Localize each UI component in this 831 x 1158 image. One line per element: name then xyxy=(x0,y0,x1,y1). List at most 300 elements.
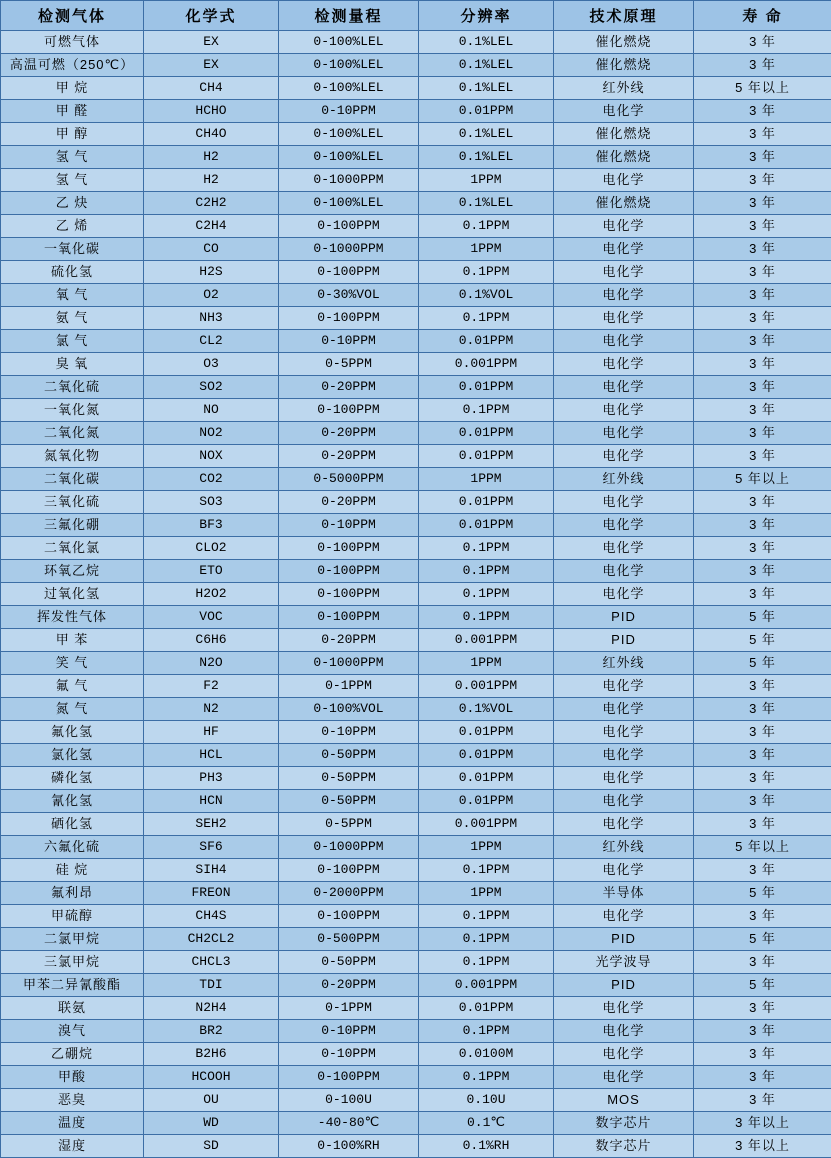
cell-chemical-formula: EX xyxy=(144,31,279,54)
cell-detection-range: 0-10PPM xyxy=(279,1043,419,1066)
cell-gas-name: 联氨 xyxy=(1,997,144,1020)
cell-chemical-formula: NOX xyxy=(144,445,279,468)
table-row xyxy=(1,560,831,583)
cell-detection-range: 0-10PPM xyxy=(279,100,419,123)
table-row xyxy=(1,445,831,468)
cell-resolution: 0.01PPM xyxy=(419,100,554,123)
cell-technical-principle: 电化学 xyxy=(554,422,694,445)
cell-detection-range: 0-1PPM xyxy=(279,675,419,698)
cell-resolution: 0.1%VOL xyxy=(419,284,554,307)
cell-resolution: 1PPM xyxy=(419,882,554,905)
cell-lifespan: 5 年以上 xyxy=(694,77,831,100)
cell-technical-principle: 电化学 xyxy=(554,997,694,1020)
cell-lifespan: 3 年 xyxy=(694,123,831,146)
cell-detection-range: 0-100%LEL xyxy=(279,123,419,146)
table-row xyxy=(1,997,831,1020)
cell-technical-principle: 电化学 xyxy=(554,215,694,238)
table-row xyxy=(1,629,831,652)
cell-detection-range: 0-20PPM xyxy=(279,376,419,399)
cell-technical-principle: 催化燃烧 xyxy=(554,146,694,169)
cell-chemical-formula: NO xyxy=(144,399,279,422)
cell-technical-principle: 电化学 xyxy=(554,744,694,767)
cell-detection-range: 0-2000PPM xyxy=(279,882,419,905)
cell-resolution: 0.1%LEL xyxy=(419,31,554,54)
cell-detection-range: 0-10PPM xyxy=(279,514,419,537)
cell-detection-range: 0-100PPM xyxy=(279,399,419,422)
cell-lifespan: 3 年 xyxy=(694,169,831,192)
cell-lifespan: 3 年 xyxy=(694,721,831,744)
cell-resolution: 0.10U xyxy=(419,1089,554,1112)
cell-resolution: 0.01PPM xyxy=(419,744,554,767)
cell-detection-range: 0-100%LEL xyxy=(279,54,419,77)
column-header-chemical-formula: 化学式 xyxy=(144,1,279,31)
cell-chemical-formula: BF3 xyxy=(144,514,279,537)
cell-gas-name: 二氧化碳 xyxy=(1,468,144,491)
cell-resolution: 0.1PPM xyxy=(419,560,554,583)
cell-lifespan: 3 年 xyxy=(694,307,831,330)
cell-technical-principle: 电化学 xyxy=(554,399,694,422)
cell-detection-range: 0-500PPM xyxy=(279,928,419,951)
cell-gas-name: 二氧化氯 xyxy=(1,537,144,560)
cell-gas-name: 氟利昂 xyxy=(1,882,144,905)
cell-lifespan: 3 年 xyxy=(694,790,831,813)
table-row xyxy=(1,353,831,376)
cell-technical-principle: 电化学 xyxy=(554,445,694,468)
cell-chemical-formula: NO2 xyxy=(144,422,279,445)
cell-technical-principle: 电化学 xyxy=(554,284,694,307)
cell-chemical-formula: N2H4 xyxy=(144,997,279,1020)
cell-resolution: 0.01PPM xyxy=(419,376,554,399)
cell-chemical-formula: HCHO xyxy=(144,100,279,123)
cell-gas-name: 磷化氢 xyxy=(1,767,144,790)
cell-lifespan: 3 年 xyxy=(694,1043,831,1066)
cell-technical-principle: 电化学 xyxy=(554,905,694,928)
cell-technical-principle: 催化燃烧 xyxy=(554,31,694,54)
cell-detection-range: 0-5PPM xyxy=(279,353,419,376)
table-row xyxy=(1,905,831,928)
cell-chemical-formula: HF xyxy=(144,721,279,744)
cell-detection-range: 0-100PPM xyxy=(279,905,419,928)
cell-technical-principle: 催化燃烧 xyxy=(554,123,694,146)
cell-gas-name: 氯 气 xyxy=(1,330,144,353)
cell-lifespan: 5 年 xyxy=(694,629,831,652)
cell-gas-name: 环氧乙烷 xyxy=(1,560,144,583)
table-row xyxy=(1,514,831,537)
cell-detection-range: 0-50PPM xyxy=(279,951,419,974)
cell-lifespan: 3 年 xyxy=(694,767,831,790)
cell-resolution: 0.01PPM xyxy=(419,445,554,468)
cell-chemical-formula: C2H4 xyxy=(144,215,279,238)
cell-chemical-formula: H2 xyxy=(144,146,279,169)
cell-gas-name: 甲 醛 xyxy=(1,100,144,123)
table-row xyxy=(1,813,831,836)
cell-detection-range: -40-80℃ xyxy=(279,1112,419,1135)
cell-technical-principle: 电化学 xyxy=(554,353,694,376)
table-row xyxy=(1,146,831,169)
cell-gas-name: 氯化氢 xyxy=(1,744,144,767)
table-row xyxy=(1,491,831,514)
cell-detection-range: 0-1000PPM xyxy=(279,169,419,192)
cell-detection-range: 0-1000PPM xyxy=(279,836,419,859)
cell-chemical-formula: H2S xyxy=(144,261,279,284)
cell-lifespan: 3 年 xyxy=(694,514,831,537)
cell-lifespan: 3 年 xyxy=(694,376,831,399)
cell-technical-principle: 红外线 xyxy=(554,468,694,491)
cell-lifespan: 3 年以上 xyxy=(694,1112,831,1135)
cell-lifespan: 3 年 xyxy=(694,951,831,974)
cell-technical-principle: 电化学 xyxy=(554,790,694,813)
cell-technical-principle: 电化学 xyxy=(554,100,694,123)
table-row xyxy=(1,31,831,54)
cell-gas-name: 硒化氢 xyxy=(1,813,144,836)
cell-gas-name: 乙 烯 xyxy=(1,215,144,238)
cell-chemical-formula: SIH4 xyxy=(144,859,279,882)
table-row xyxy=(1,1043,831,1066)
cell-lifespan: 3 年 xyxy=(694,238,831,261)
cell-technical-principle: 电化学 xyxy=(554,1043,694,1066)
cell-detection-range: 0-100%LEL xyxy=(279,192,419,215)
cell-lifespan: 3 年 xyxy=(694,54,831,77)
cell-gas-name: 乙 炔 xyxy=(1,192,144,215)
cell-gas-name: 氢 气 xyxy=(1,169,144,192)
cell-technical-principle: 电化学 xyxy=(554,859,694,882)
cell-detection-range: 0-30%VOL xyxy=(279,284,419,307)
cell-detection-range: 0-20PPM xyxy=(279,491,419,514)
cell-resolution: 0.1PPM xyxy=(419,261,554,284)
cell-chemical-formula: O3 xyxy=(144,353,279,376)
table-row xyxy=(1,652,831,675)
cell-resolution: 0.1%LEL xyxy=(419,146,554,169)
column-header-detection-range: 检测量程 xyxy=(279,1,419,31)
cell-resolution: 0.1PPM xyxy=(419,951,554,974)
cell-chemical-formula: CH2CL2 xyxy=(144,928,279,951)
cell-lifespan: 3 年 xyxy=(694,215,831,238)
cell-gas-name: 氮氧化物 xyxy=(1,445,144,468)
cell-resolution: 0.1PPM xyxy=(419,1066,554,1089)
cell-lifespan: 3 年 xyxy=(694,353,831,376)
cell-gas-name: 甲酸 xyxy=(1,1066,144,1089)
cell-gas-name: 氰化氢 xyxy=(1,790,144,813)
cell-resolution: 0.01PPM xyxy=(419,790,554,813)
cell-chemical-formula: H2O2 xyxy=(144,583,279,606)
cell-chemical-formula: SO3 xyxy=(144,491,279,514)
table-row xyxy=(1,399,831,422)
table-row xyxy=(1,882,831,905)
cell-resolution: 0.001PPM xyxy=(419,675,554,698)
cell-detection-range: 0-20PPM xyxy=(279,629,419,652)
table-row xyxy=(1,1020,831,1043)
table-row xyxy=(1,422,831,445)
cell-chemical-formula: EX xyxy=(144,54,279,77)
cell-resolution: 0.001PPM xyxy=(419,629,554,652)
cell-detection-range: 0-50PPM xyxy=(279,790,419,813)
table-header-row xyxy=(1,1,831,31)
cell-resolution: 0.1PPM xyxy=(419,905,554,928)
cell-resolution: 0.1PPM xyxy=(419,399,554,422)
cell-detection-range: 0-100U xyxy=(279,1089,419,1112)
cell-resolution: 0.1PPM xyxy=(419,606,554,629)
cell-resolution: 0.1%LEL xyxy=(419,192,554,215)
column-header-lifespan: 寿 命 xyxy=(694,1,831,31)
cell-technical-principle: 电化学 xyxy=(554,330,694,353)
cell-gas-name: 氧 气 xyxy=(1,284,144,307)
cell-resolution: 0.1PPM xyxy=(419,928,554,951)
cell-gas-name: 笑 气 xyxy=(1,652,144,675)
column-header-resolution: 分辨率 xyxy=(419,1,554,31)
cell-detection-range: 0-50PPM xyxy=(279,744,419,767)
cell-gas-name: 甲 烷 xyxy=(1,77,144,100)
table-row xyxy=(1,261,831,284)
cell-gas-name: 三氟化硼 xyxy=(1,514,144,537)
cell-resolution: 1PPM xyxy=(419,169,554,192)
cell-chemical-formula: CO2 xyxy=(144,468,279,491)
cell-technical-principle: 光学波导 xyxy=(554,951,694,974)
cell-detection-range: 0-10PPM xyxy=(279,721,419,744)
cell-gas-name: 三氧化硫 xyxy=(1,491,144,514)
cell-technical-principle: PID xyxy=(554,974,694,997)
table-header xyxy=(1,1,831,31)
cell-lifespan: 3 年以上 xyxy=(694,1135,831,1158)
table-row xyxy=(1,974,831,997)
cell-gas-name: 硫化氢 xyxy=(1,261,144,284)
cell-gas-name: 湿度 xyxy=(1,1135,144,1158)
cell-gas-name: 溴气 xyxy=(1,1020,144,1043)
cell-technical-principle: 红外线 xyxy=(554,77,694,100)
cell-gas-name: 甲 苯 xyxy=(1,629,144,652)
cell-gas-name: 一氧化氮 xyxy=(1,399,144,422)
cell-detection-range: 0-100PPM xyxy=(279,560,419,583)
cell-detection-range: 0-1000PPM xyxy=(279,238,419,261)
table-row xyxy=(1,928,831,951)
cell-resolution: 0.1%LEL xyxy=(419,123,554,146)
cell-detection-range: 0-100PPM xyxy=(279,307,419,330)
cell-technical-principle: 电化学 xyxy=(554,675,694,698)
cell-resolution: 0.1%LEL xyxy=(419,54,554,77)
cell-technical-principle: MOS xyxy=(554,1089,694,1112)
cell-gas-name: 甲硫醇 xyxy=(1,905,144,928)
cell-lifespan: 3 年 xyxy=(694,100,831,123)
cell-detection-range: 0-20PPM xyxy=(279,974,419,997)
table-body xyxy=(1,31,831,1158)
cell-resolution: 0.01PPM xyxy=(419,997,554,1020)
cell-gas-name: 甲 醇 xyxy=(1,123,144,146)
cell-chemical-formula: CH4S xyxy=(144,905,279,928)
cell-chemical-formula: B2H6 xyxy=(144,1043,279,1066)
cell-detection-range: 0-100PPM xyxy=(279,261,419,284)
cell-chemical-formula: N2O xyxy=(144,652,279,675)
table-row xyxy=(1,836,831,859)
cell-gas-name: 甲苯二异氰酸酯 xyxy=(1,974,144,997)
cell-detection-range: 0-100%LEL xyxy=(279,146,419,169)
cell-chemical-formula: N2 xyxy=(144,698,279,721)
cell-lifespan: 3 年 xyxy=(694,744,831,767)
table-row xyxy=(1,238,831,261)
cell-gas-name: 二氯甲烷 xyxy=(1,928,144,951)
cell-technical-principle: 电化学 xyxy=(554,560,694,583)
cell-chemical-formula: SF6 xyxy=(144,836,279,859)
cell-chemical-formula: CH4 xyxy=(144,77,279,100)
cell-technical-principle: PID xyxy=(554,606,694,629)
cell-gas-name: 温度 xyxy=(1,1112,144,1135)
cell-resolution: 0.01PPM xyxy=(419,330,554,353)
table-row xyxy=(1,698,831,721)
cell-resolution: 0.1%RH xyxy=(419,1135,554,1158)
cell-technical-principle: 电化学 xyxy=(554,491,694,514)
cell-technical-principle: 电化学 xyxy=(554,376,694,399)
cell-chemical-formula: O2 xyxy=(144,284,279,307)
table-row xyxy=(1,790,831,813)
table-row xyxy=(1,169,831,192)
cell-detection-range: 0-50PPM xyxy=(279,767,419,790)
cell-chemical-formula: HCOOH xyxy=(144,1066,279,1089)
cell-chemical-formula: SEH2 xyxy=(144,813,279,836)
cell-chemical-formula: CH4O xyxy=(144,123,279,146)
cell-resolution: 0.001PPM xyxy=(419,813,554,836)
cell-detection-range: 0-100PPM xyxy=(279,215,419,238)
table-row xyxy=(1,1112,831,1135)
cell-technical-principle: 电化学 xyxy=(554,583,694,606)
cell-resolution: 1PPM xyxy=(419,238,554,261)
cell-gas-name: 臭 氧 xyxy=(1,353,144,376)
cell-gas-name: 氮 气 xyxy=(1,698,144,721)
cell-gas-name: 三氯甲烷 xyxy=(1,951,144,974)
cell-technical-principle: 电化学 xyxy=(554,698,694,721)
cell-lifespan: 3 年 xyxy=(694,905,831,928)
cell-lifespan: 3 年 xyxy=(694,284,831,307)
cell-gas-name: 氢 气 xyxy=(1,146,144,169)
cell-technical-principle: 数字芯片 xyxy=(554,1135,694,1158)
table-row xyxy=(1,123,831,146)
cell-gas-name: 氟 气 xyxy=(1,675,144,698)
cell-chemical-formula: FREON xyxy=(144,882,279,905)
cell-gas-name: 二氧化硫 xyxy=(1,376,144,399)
cell-resolution: 0.1%VOL xyxy=(419,698,554,721)
cell-resolution: 0.1℃ xyxy=(419,1112,554,1135)
cell-lifespan: 3 年 xyxy=(694,491,831,514)
cell-detection-range: 0-100PPM xyxy=(279,859,419,882)
table-row xyxy=(1,767,831,790)
table-row xyxy=(1,100,831,123)
cell-chemical-formula: SO2 xyxy=(144,376,279,399)
table-row xyxy=(1,77,831,100)
cell-resolution: 0.1PPM xyxy=(419,215,554,238)
cell-detection-range: 0-100PPM xyxy=(279,537,419,560)
cell-chemical-formula: TDI xyxy=(144,974,279,997)
cell-detection-range: 0-5PPM xyxy=(279,813,419,836)
column-header-gas-name: 检测气体 xyxy=(1,1,144,31)
cell-gas-name: 氟化氢 xyxy=(1,721,144,744)
cell-detection-range: 0-10PPM xyxy=(279,1020,419,1043)
cell-technical-principle: 电化学 xyxy=(554,721,694,744)
cell-detection-range: 0-5000PPM xyxy=(279,468,419,491)
cell-lifespan: 3 年 xyxy=(694,560,831,583)
cell-technical-principle: 电化学 xyxy=(554,767,694,790)
cell-lifespan: 3 年 xyxy=(694,1020,831,1043)
table-row xyxy=(1,951,831,974)
cell-resolution: 0.01PPM xyxy=(419,767,554,790)
cell-resolution: 0.01PPM xyxy=(419,514,554,537)
cell-gas-name: 硅 烷 xyxy=(1,859,144,882)
cell-gas-name: 挥发性气体 xyxy=(1,606,144,629)
cell-technical-principle: 电化学 xyxy=(554,1020,694,1043)
cell-technical-principle: 电化学 xyxy=(554,514,694,537)
table-row xyxy=(1,537,831,560)
cell-lifespan: 3 年 xyxy=(694,330,831,353)
cell-chemical-formula: CO xyxy=(144,238,279,261)
cell-lifespan: 3 年 xyxy=(694,1089,831,1112)
cell-technical-principle: 电化学 xyxy=(554,307,694,330)
cell-resolution: 0.001PPM xyxy=(419,974,554,997)
cell-technical-principle: 催化燃烧 xyxy=(554,54,694,77)
cell-resolution: 0.1PPM xyxy=(419,537,554,560)
cell-detection-range: 0-20PPM xyxy=(279,445,419,468)
cell-chemical-formula: VOC xyxy=(144,606,279,629)
cell-lifespan: 3 年 xyxy=(694,1066,831,1089)
cell-resolution: 0.1PPM xyxy=(419,307,554,330)
cell-chemical-formula: OU xyxy=(144,1089,279,1112)
cell-technical-principle: PID xyxy=(554,629,694,652)
cell-gas-name: 高温可燃（250℃） xyxy=(1,54,144,77)
cell-resolution: 1PPM xyxy=(419,836,554,859)
cell-lifespan: 3 年 xyxy=(694,675,831,698)
cell-resolution: 0.1%LEL xyxy=(419,77,554,100)
table-row xyxy=(1,583,831,606)
cell-resolution: 0.1PPM xyxy=(419,1020,554,1043)
cell-chemical-formula: ETO xyxy=(144,560,279,583)
cell-gas-name: 过氧化氢 xyxy=(1,583,144,606)
cell-technical-principle: 红外线 xyxy=(554,836,694,859)
cell-chemical-formula: F2 xyxy=(144,675,279,698)
cell-technical-principle: 电化学 xyxy=(554,169,694,192)
cell-lifespan: 3 年 xyxy=(694,422,831,445)
cell-gas-name: 乙硼烷 xyxy=(1,1043,144,1066)
cell-resolution: 0.1PPM xyxy=(419,583,554,606)
table-row xyxy=(1,606,831,629)
cell-technical-principle: 电化学 xyxy=(554,261,694,284)
cell-lifespan: 5 年 xyxy=(694,882,831,905)
cell-chemical-formula: HCL xyxy=(144,744,279,767)
column-header-technical-principle: 技术原理 xyxy=(554,1,694,31)
cell-detection-range: 0-100%RH xyxy=(279,1135,419,1158)
cell-detection-range: 0-1000PPM xyxy=(279,652,419,675)
cell-resolution: 1PPM xyxy=(419,652,554,675)
table-row xyxy=(1,307,831,330)
table-row xyxy=(1,330,831,353)
cell-gas-name: 一氧化碳 xyxy=(1,238,144,261)
cell-chemical-formula: WD xyxy=(144,1112,279,1135)
table-row xyxy=(1,1066,831,1089)
cell-lifespan: 5 年以上 xyxy=(694,468,831,491)
cell-detection-range: 0-100PPM xyxy=(279,1066,419,1089)
cell-lifespan: 5 年 xyxy=(694,652,831,675)
cell-lifespan: 3 年 xyxy=(694,997,831,1020)
cell-lifespan: 3 年 xyxy=(694,537,831,560)
cell-chemical-formula: NH3 xyxy=(144,307,279,330)
cell-chemical-formula: H2 xyxy=(144,169,279,192)
cell-technical-principle: 红外线 xyxy=(554,652,694,675)
cell-gas-name: 氨 气 xyxy=(1,307,144,330)
cell-technical-principle: 电化学 xyxy=(554,813,694,836)
cell-technical-principle: 催化燃烧 xyxy=(554,192,694,215)
cell-technical-principle: 数字芯片 xyxy=(554,1112,694,1135)
cell-chemical-formula: SD xyxy=(144,1135,279,1158)
cell-chemical-formula: C2H2 xyxy=(144,192,279,215)
cell-technical-principle: PID xyxy=(554,928,694,951)
table-row xyxy=(1,376,831,399)
table-row xyxy=(1,54,831,77)
cell-gas-name: 恶臭 xyxy=(1,1089,144,1112)
cell-chemical-formula: HCN xyxy=(144,790,279,813)
